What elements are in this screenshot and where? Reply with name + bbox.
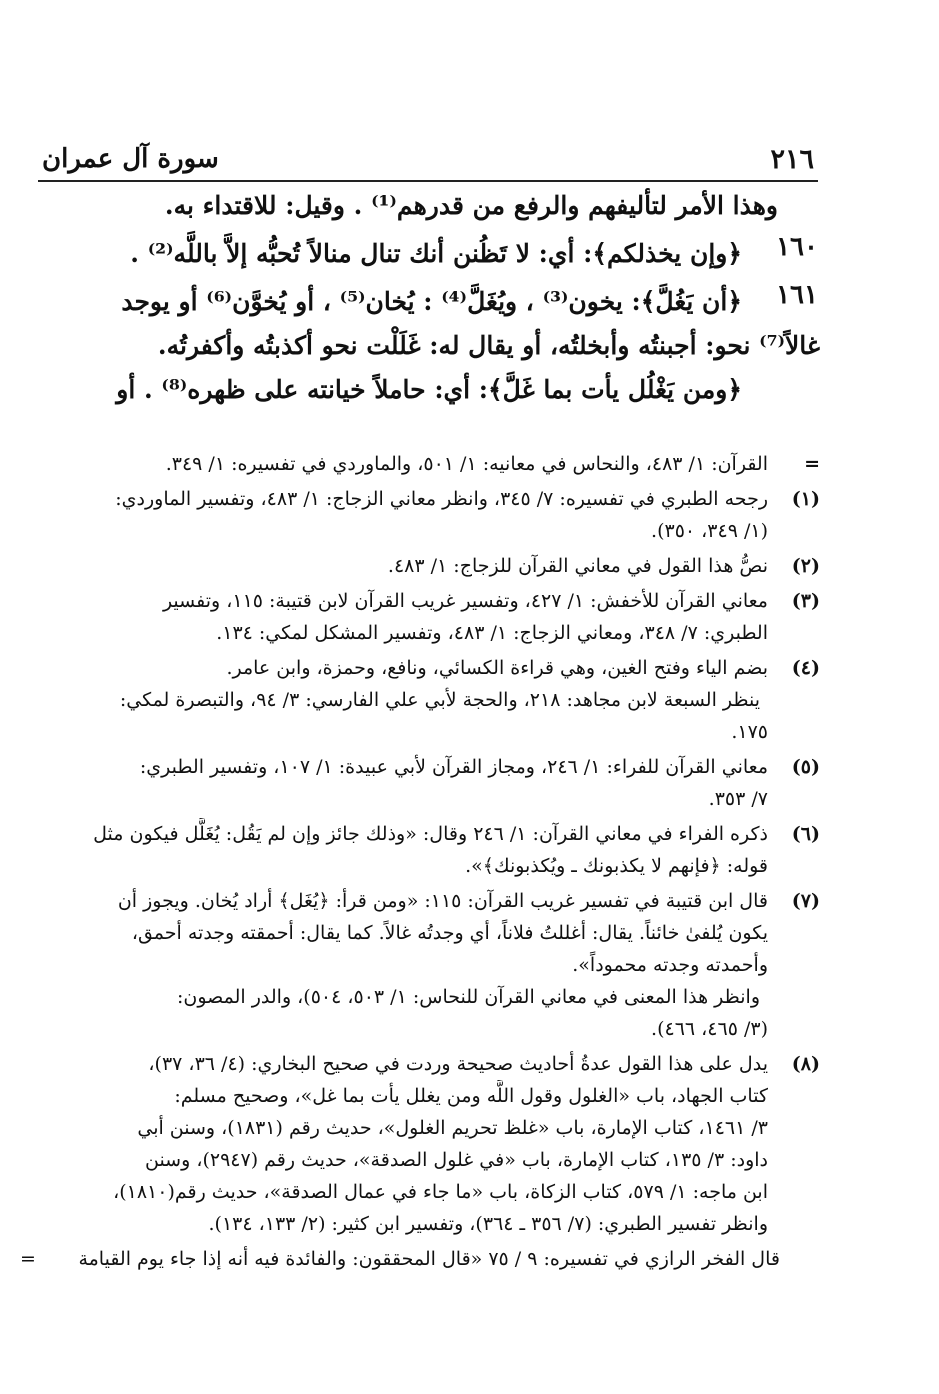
- footnote-line: ينظر السبعة لابن مجاهد: ٢١٨، والحجة لأبي علي الفارسي: ٣/ ٩٤، والتبصرة لمكي:: [119, 689, 760, 711]
- footnote-carry-over: [64, 448, 820, 480]
- footnote-line: نصُّ هذا القول في معاني القرآن للزجاج: ١/ ٤٨٣.: [387, 555, 768, 577]
- footnote-line: الطبري: ٧/ ٣٤٨، ومعاني الزجاج: ١/ ٤٨٣، وتفسير المشكل لمكي: ١٣٤.: [216, 622, 768, 644]
- footnote-trailing: [20, 1243, 820, 1275]
- verse-continuation: ﴿ومن يَغْلُل يأت بما غَلَّ﴾: أي: حاملاً خيانته على ظهره⁽⁸⁾ . أو: [116, 375, 742, 404]
- footnote-line: معاني القرآن للأخفش: ١/ ٤٢٧، وتفسير غريب القرآن لابن قتيبة: ١١٥، وتفسير: [162, 590, 768, 612]
- footnotes: [20, 448, 820, 1278]
- footnote-line: ١٧٥.: [731, 721, 768, 743]
- verse-entry-161: [60, 280, 820, 412]
- footnote-line: قوله: ﴿فإنهم لا يكذبونك ـ ويُكذبونك﴾».: [465, 855, 768, 877]
- footnote-line: قال الفخر الرازي في تفسيره: ٩ / ٧٥ «قال المحققون: والفائدة فيه أنه إذا جاء يوم القيامة: [78, 1248, 780, 1270]
- footnote-line: داود: ٣/ ١٣٥، كتاب الإمارة، باب «في غلول الصدقة»، حديث رقم (٢٩٤٧)، وسنن: [144, 1149, 768, 1171]
- intro-line: وهذا الأمر لتأليفهم والرفع من قدرهم⁽¹⁾ . وقيل: للاقتداء به.: [164, 191, 778, 220]
- footnote-line: رجحه الطبري في تفسيره: ٧/ ٣٤٥، وانظر معاني الزجاج: ١/ ٤٨٣، وتفسير الماوردي:: [115, 488, 768, 510]
- page-header: [38, 140, 818, 182]
- footnote-8: [64, 1048, 820, 1240]
- footnote-line: كتاب الجهاد، باب «الغلول وقول اللَّه ومن يغلل يأت بما غل»، وصحيح مسلم:: [174, 1085, 768, 1107]
- footnote-line: يدل على هذا القول عدةُ أحاديث صحيحة وردت في صحيح البخاري: (٤/ ٣٦، ٣٧)،: [148, 1053, 768, 1075]
- footnote-2: [64, 550, 820, 582]
- verse-number: ١٦١: [776, 280, 818, 310]
- footnote-line: ٣/ ١٤٦١، كتاب الإمارة، باب «غلظ تحريم الغلول»، حديث رقم (١٨٣١)، وسنن أبي: [137, 1117, 768, 1139]
- footnote-line: ذكره الفراء في معاني القرآن: ١/ ٢٤٦ وقال: «وذلك جائز وإن لم يَقُل: يُغَلَّل فيكون مثل: [93, 823, 768, 845]
- footnote-line: القرآن: ١/ ٤٨٣، والنحاس في معانيه: ١/ ٥٠١، والماوردي في تفسيره: ١/ ٣٤٩.: [165, 453, 768, 475]
- footnote-line: (٣/ ٤٦٥، ٤٦٦).: [651, 1018, 768, 1040]
- footnote-3: [64, 585, 820, 649]
- verse-number: ١٦٠: [776, 232, 818, 262]
- continuation-marker: =: [20, 1248, 36, 1270]
- verse-line: ﴿وإن يخذلكم﴾: أي: لا تَظُنن أنك تنال منالاً تُحبُّه إلاَّ باللَّه⁽²⁾ .: [130, 239, 742, 268]
- footnote-line: وأحمدته وجدته محموداً».: [572, 954, 768, 976]
- continuation-marker: =: [804, 453, 820, 475]
- footnote-number: (٣): [791, 590, 820, 612]
- footnote-line: بضم الياء وفتح الغين، وهي قراءة الكسائي، ونافع، وحمزة، وابن عامر.: [226, 657, 768, 679]
- footnote-number: (٦): [791, 823, 820, 845]
- verse-entry-160: [60, 232, 820, 276]
- page-number: ٢١٦: [770, 144, 814, 175]
- footnote-line: وانظر تفسير الطبري: (٧/ ٣٥٦ ـ ٣٦٤)، وتفسير ابن كثير: (٢/ ١٣٣، ١٣٤).: [208, 1213, 768, 1235]
- surah-title: سورة آل عمران: [42, 144, 219, 174]
- footnote-line: ٧/ ٣٥٣.: [708, 788, 768, 810]
- verse-line: غالاً⁽⁷⁾ نحو: أجبنتُه وأبخلتُه، أو يقال له: غَلَلْت نحو أكذبتُه وأكفرتُه.: [157, 331, 820, 360]
- footnote-number: (٧): [791, 890, 820, 912]
- main-text: [60, 188, 820, 416]
- footnote-number: (٢): [791, 555, 820, 577]
- footnote-4: [64, 652, 820, 748]
- footnote-1: [64, 483, 820, 547]
- footnote-6: [64, 818, 820, 882]
- footnote-number: (٥): [791, 756, 820, 778]
- footnote-number: (٨): [791, 1053, 820, 1075]
- footnote-line: يكون يُلفىٰ خائناً. يقال: أغللتُ فلاناً، أي وجدتُه غالاً. كما يقال: أحمقته وجدته أحمق،: [131, 922, 768, 944]
- footnote-line: ابن ماجه: ١/ ٥٧٩، كتاب الزكاة، باب «ما جاء في عمال الصدقة»، حديث رقم(١٨١٠)،: [113, 1181, 768, 1203]
- footnote-5: [64, 751, 820, 815]
- footnote-7: [64, 885, 820, 1045]
- footnote-line: (١/ ٣٤٩، ٣٥٠).: [651, 520, 768, 542]
- footnote-line: معاني القرآن للفراء: ١/ ٢٤٦، ومجاز القرآن لأبي عبيدة: ١/ ١٠٧، وتفسير الطبري:: [139, 756, 768, 778]
- footnote-line: قال ابن قتيبة في تفسير غريب القرآن: ١١٥: «ومن قرأ: ﴿يُغَل﴾ أراد يُخان. ويجوز أن: [117, 890, 768, 912]
- footnote-line: وانظر هذا المعنى في معاني القرآن للنحاس: ١/ ٥٠٣، ٥٠٤)، والدر المصون:: [177, 986, 760, 1008]
- footnote-number: (٤): [791, 657, 820, 679]
- footnote-number: (١): [791, 488, 820, 510]
- verse-line: ﴿أن يَغُلَّ﴾: يخون⁽³⁾ ، ويُغَلَّ⁽⁴⁾ : يُخان⁽⁵⁾ ، أو يُخوَّن⁽⁶⁾ أو يوجد: [121, 287, 742, 316]
